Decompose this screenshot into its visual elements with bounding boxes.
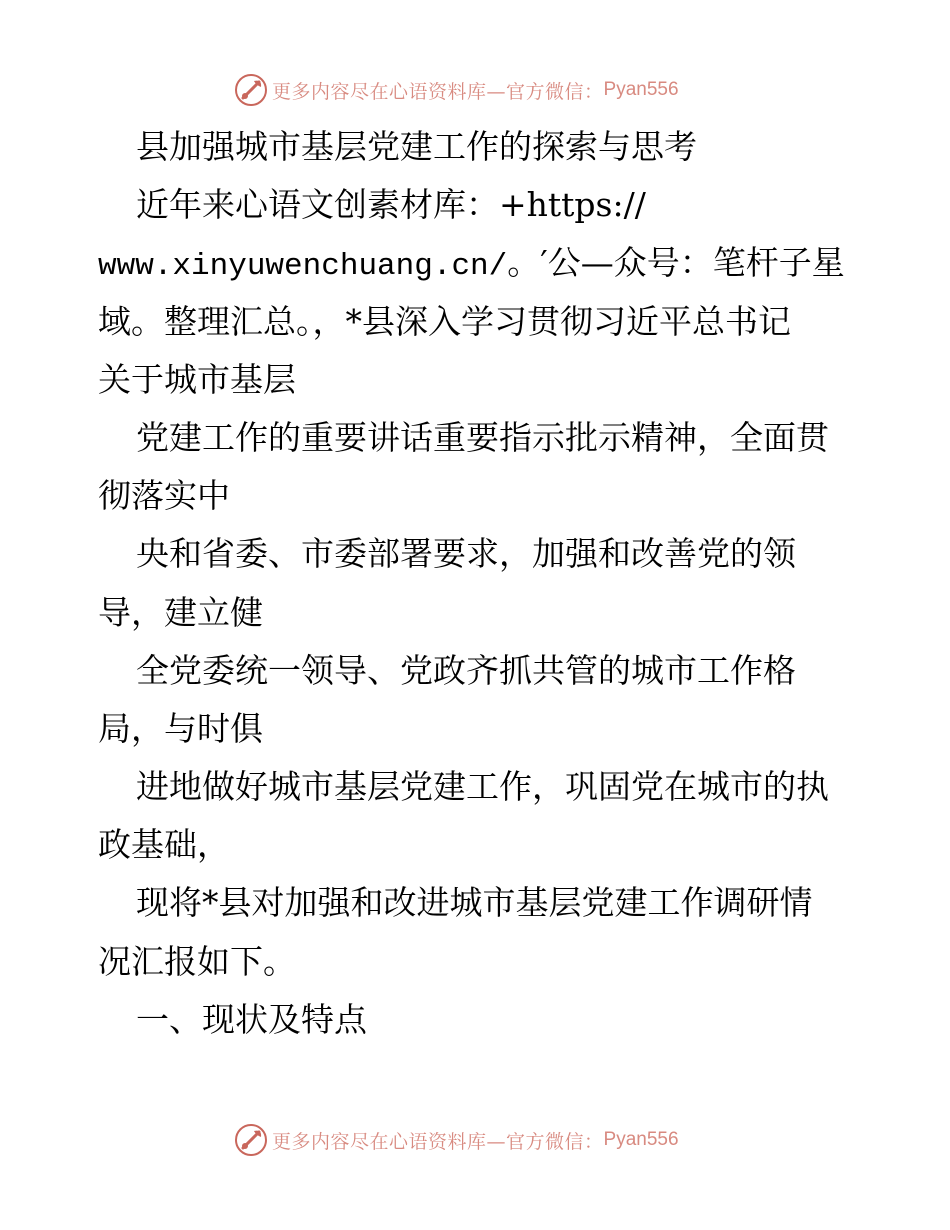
body-line: 现将*县对加强和改进城市基层党建工作调研情	[136, 883, 813, 923]
url-text: www.xinyuwenchuang.cn/	[98, 249, 508, 285]
body-line: 导，建立健	[98, 592, 263, 632]
body-line: 况汇报如下。	[98, 941, 296, 981]
watermark-text: 更多内容尽在心语资料库—官方微信：	[272, 1130, 604, 1153]
wechat-id: Pyan556	[603, 1129, 679, 1150]
document-body	[98, 118, 868, 1049]
body-line: 党建工作的重要讲话重要指示批示精神，全面贯	[136, 417, 829, 457]
quill-pen-logo-icon	[234, 73, 268, 107]
body-line: 关于城市基层	[98, 359, 296, 399]
watermark-text: 更多内容尽在心语资料库—官方微信：	[272, 80, 604, 103]
body-line: 域。整理汇总。，*县深入学习贯彻习近平总书记	[98, 301, 791, 341]
footer-watermark	[234, 1120, 679, 1160]
document-title: 县加强城市基层党建工作的探索与思考	[136, 127, 697, 166]
wechat-id: Pyan556	[603, 79, 679, 100]
body-line: 央和省委、市委部署要求，加强和改善党的领	[136, 534, 796, 574]
header-watermark	[234, 70, 679, 110]
body-line	[98, 234, 868, 292]
body-line: 彻落实中	[98, 476, 230, 516]
body-line: 近年来心语文创素材库：+https://	[136, 185, 646, 225]
body-line: 政基础，	[98, 825, 230, 865]
section-heading: 一、现状及特点	[136, 999, 367, 1039]
body-line: 进地做好城市基层党建工作，巩固党在城市的执	[136, 767, 829, 807]
url-suffix-text: 。′公—众号：笔杆子星	[507, 243, 845, 283]
body-line: 局，与时俱	[98, 708, 263, 748]
body-line: 全党委统一领导、党政齐抓共管的城市工作格	[136, 650, 796, 690]
quill-pen-logo-icon	[234, 1123, 268, 1157]
